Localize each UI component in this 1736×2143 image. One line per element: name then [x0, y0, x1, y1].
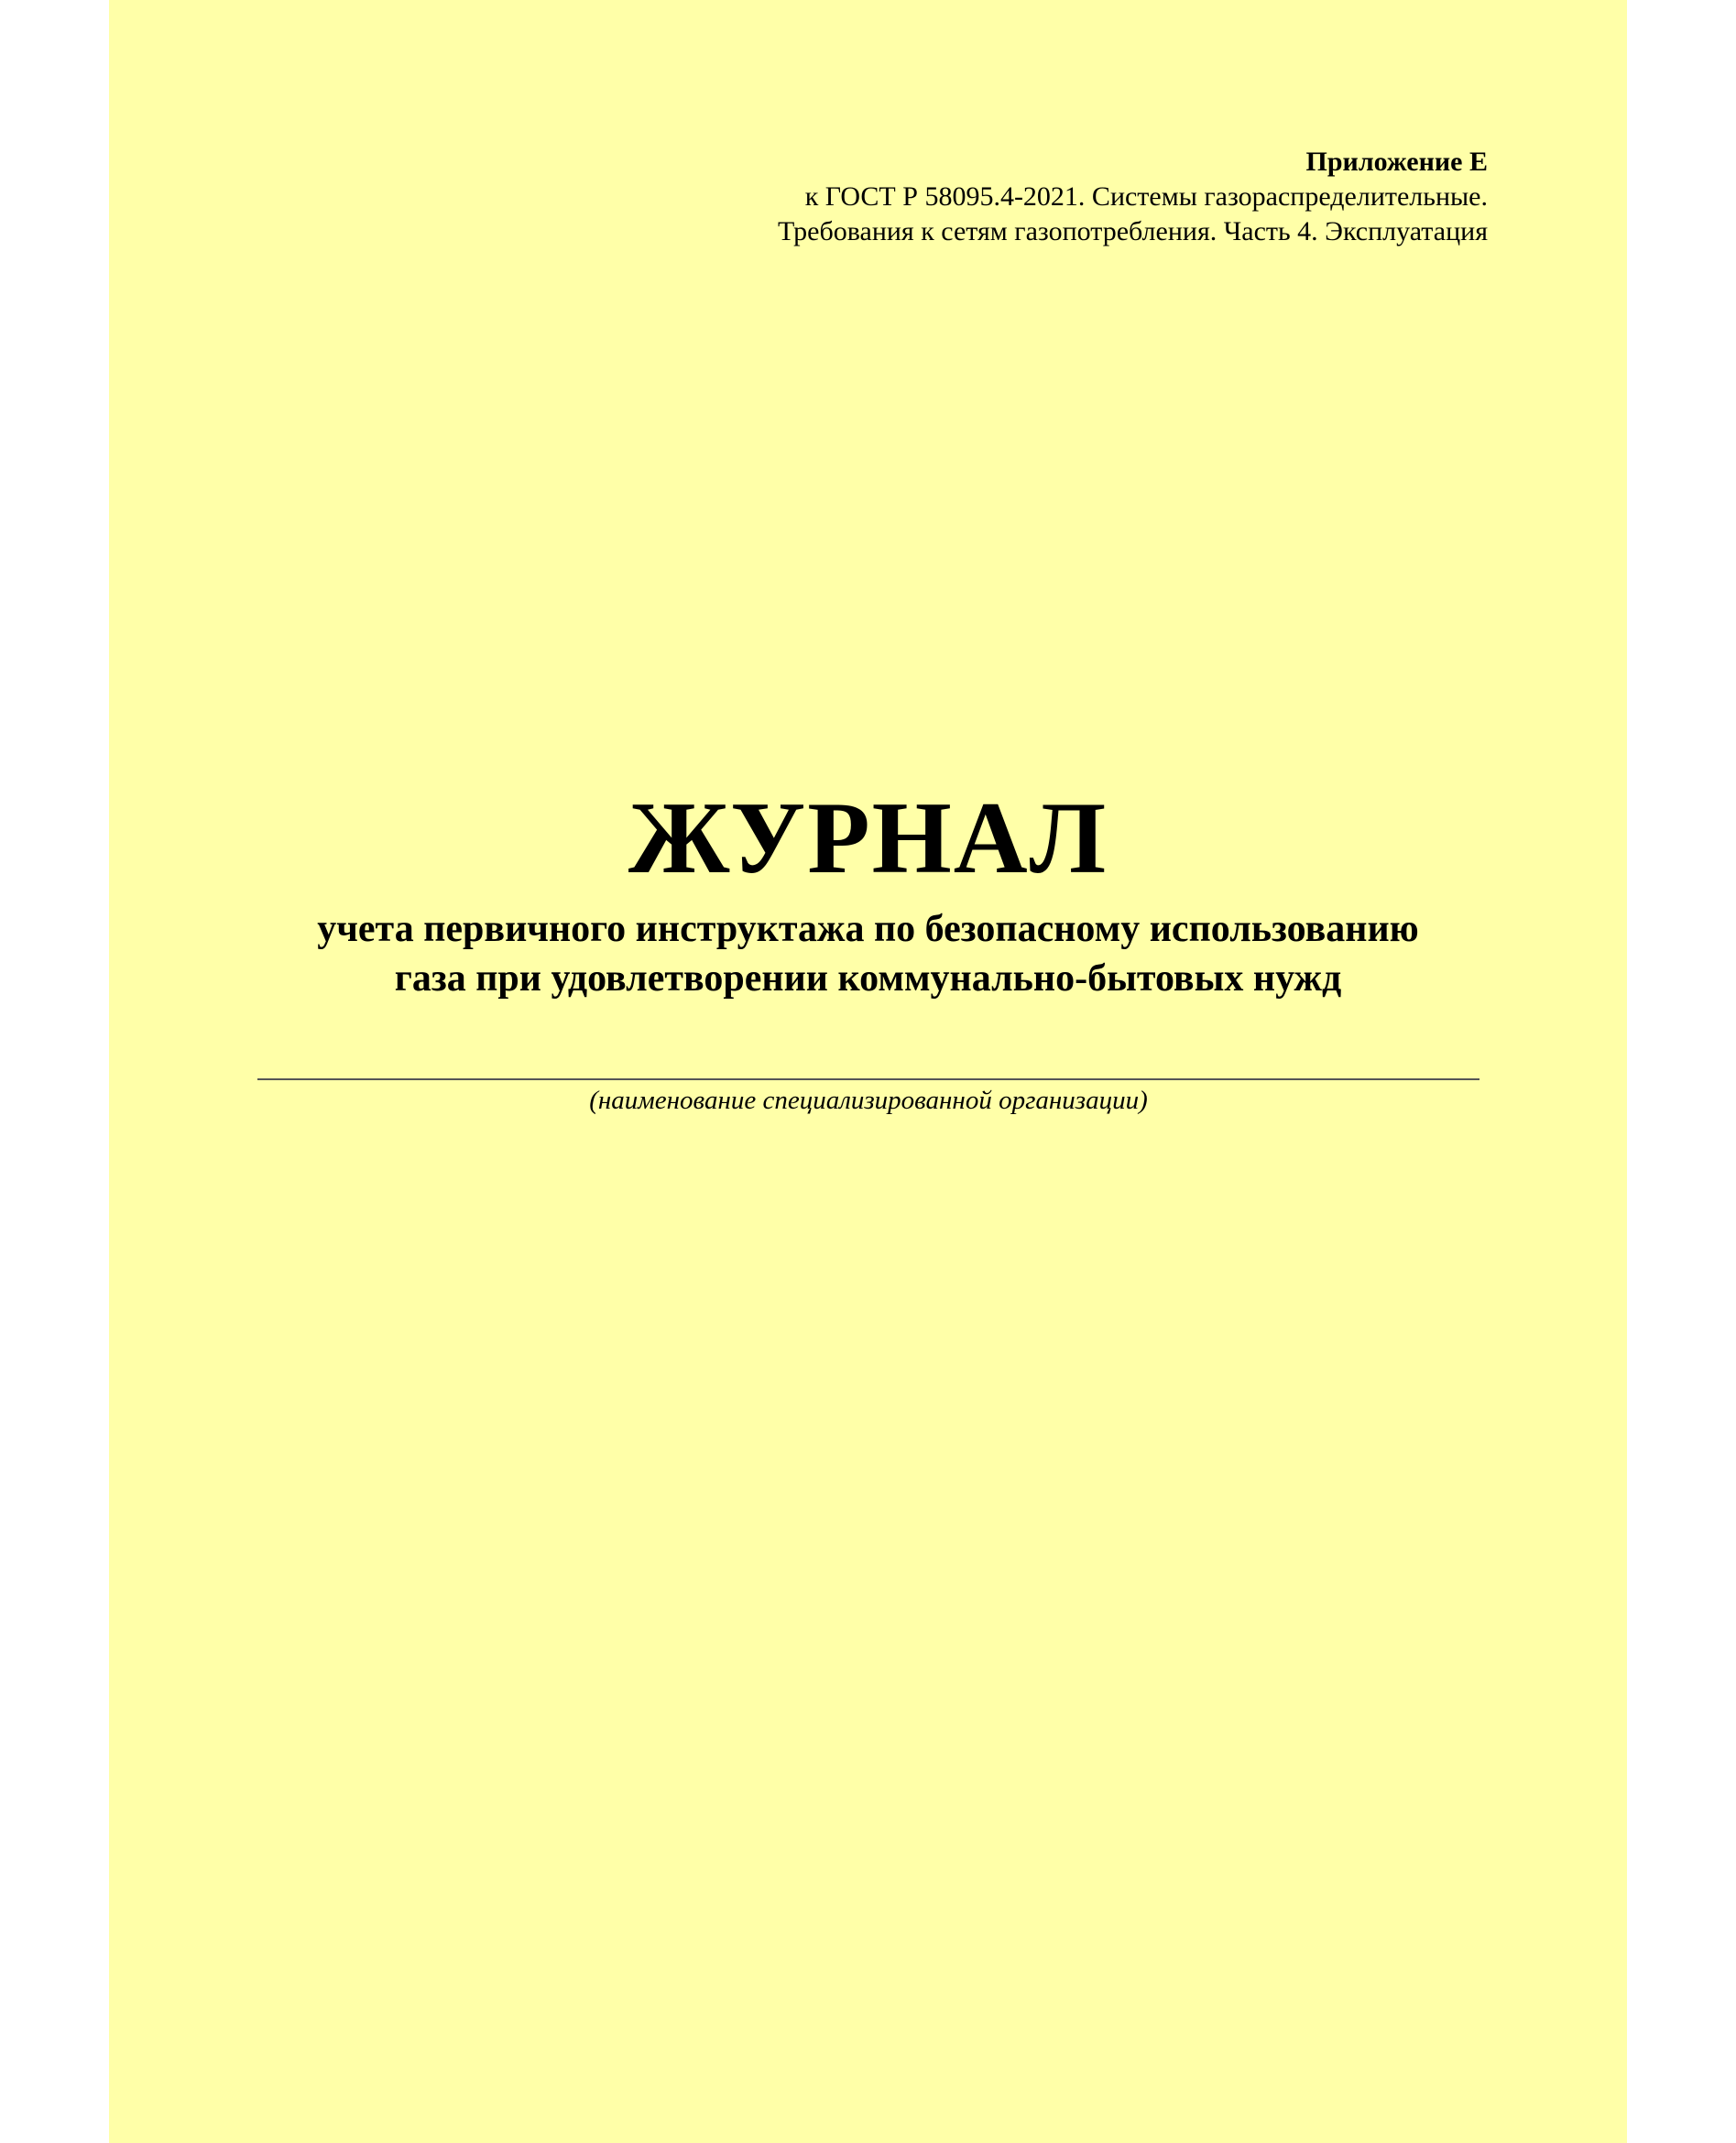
journal-subtitle-line-1: учета первичного инструктажа по безопасному использованию [317, 908, 1419, 950]
journal-subtitle-line-2: газа при удовлетворении коммунально-бытовых нужд [394, 957, 1342, 1000]
journal-subtitle [109, 904, 1627, 1003]
journal-title-block [109, 783, 1627, 1003]
document-cover [109, 0, 1627, 2143]
organization-name-line [257, 1078, 1479, 1080]
appendix-part-line: Требования к сетям газопотребления. Часть 4. Эксплуатация [777, 216, 1488, 246]
organization-caption: (наименование специализированной организации) [589, 1086, 1148, 1115]
appendix-header [778, 145, 1488, 249]
appendix-title: Приложение Е [1305, 147, 1488, 177]
journal-title: ЖУРНАЛ [628, 782, 1108, 895]
appendix-standard-line: к ГОСТ Р 58095.4-2021. Системы газораспределительные. [804, 181, 1488, 212]
